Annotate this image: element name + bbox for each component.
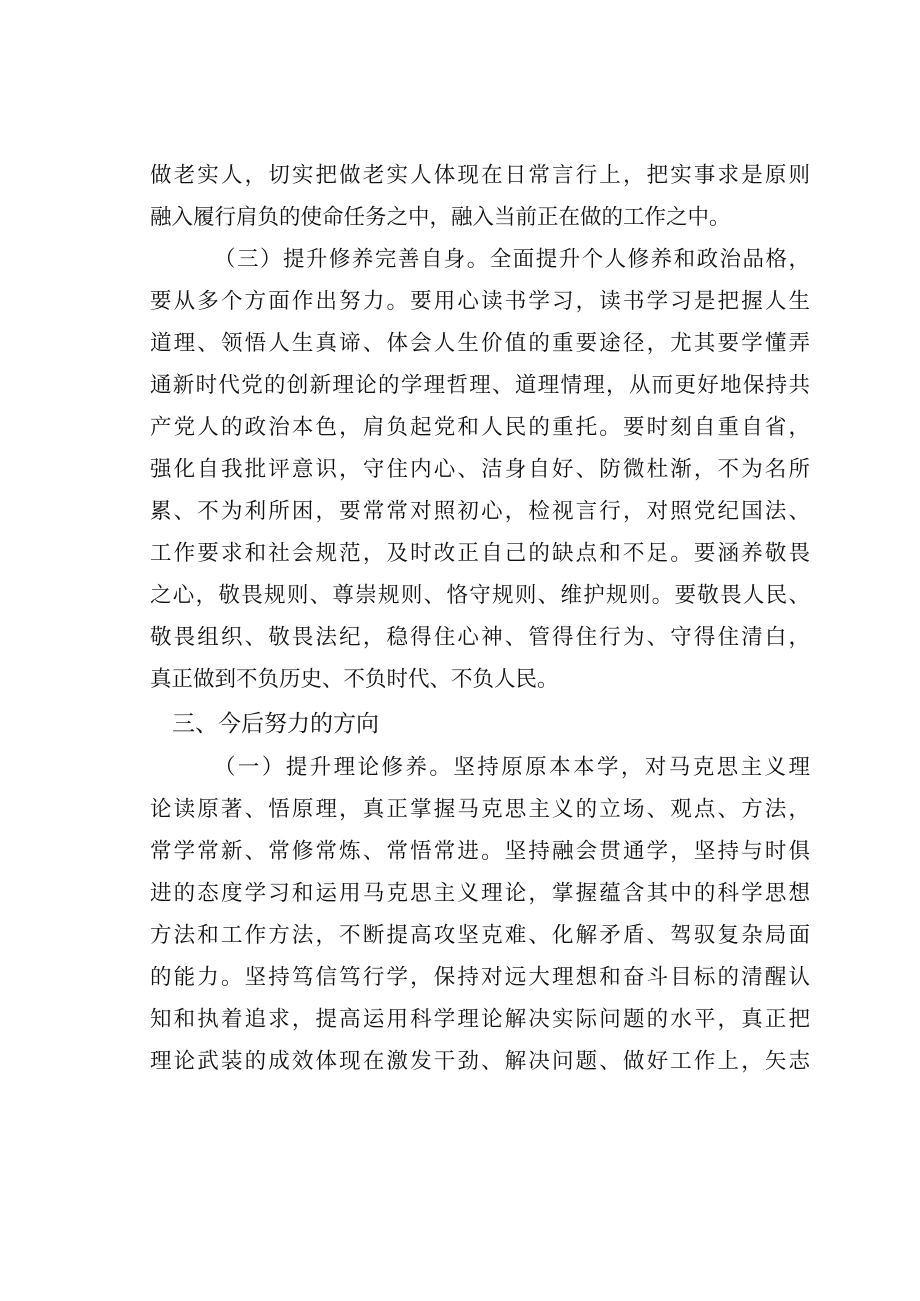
text-line: 知和执着追求，提高运用科学理论解决实际问题的水平，真正把 <box>150 1007 810 1032</box>
paragraph-theory <box>150 747 810 1083</box>
section-heading: 三、今后努力的方向 <box>172 711 379 737</box>
text-line: 融入履行肩负的使命任务之中，融入当前正在做的工作之中。 <box>150 205 731 230</box>
paragraph-self-cultivation <box>150 239 810 701</box>
text-line: 论读原著、悟原理，真正掌握马克思主义的立场、观点、方法， <box>150 797 810 822</box>
text-line: 强化自我批评意识，守住内心、洁身自好、防微杜渐，不为名所 <box>150 457 810 482</box>
text-line: 工作要求和社会规范，及时改正自己的缺点和不足。要涵养敬畏 <box>150 541 810 566</box>
text-line: 进的态度学习和运用马克思主义理论，掌握蕴含其中的科学思想 <box>150 881 810 906</box>
text-line: （三）提升修养完善自身。全面提升个人修养和政治品格， <box>214 247 810 272</box>
text-line: 理论武装的成效体现在激发干劲、解决问题、做好工作上，矢志 <box>150 1049 810 1074</box>
document-body <box>150 155 810 1083</box>
text-line: 要从多个方面作出努力。要用心读书学习，读书学习是把握人生 <box>150 289 810 314</box>
text-line: 累、不为利所困，要常常对照初心，检视言行，对照党纪国法、 <box>150 499 810 524</box>
text-line: 道理、领悟人生真谛、体会人生价值的重要途径，尤其要学懂弄 <box>150 331 810 356</box>
text-line: 常学常新、常修常炼、常悟常进。坚持融会贯通学，坚持与时俱 <box>150 839 810 864</box>
text-line: 方法和工作方法，不断提高攻坚克难、化解矛盾、驾驭复杂局面 <box>150 923 810 948</box>
text-line: 真正做到不负历史、不负时代、不负人民。 <box>150 667 559 692</box>
text-line: 通新时代党的创新理论的学理哲理、道理情理，从而更好地保持共 <box>150 373 810 398</box>
text-line: 做老实人，切实把做老实人体现在日常言行上，把实事求是原则 <box>150 163 810 188</box>
text-line: 之心，敬畏规则、尊崇规则、恪守规则、维护规则。要敬畏人民、 <box>150 583 810 608</box>
paragraph-continuation <box>150 155 810 239</box>
text-line: （一）提升理论修养。坚持原原本本学，对马克思主义理 <box>214 755 810 780</box>
text-line: 的能力。坚持笃信笃行学，保持对远大理想和奋斗目标的清醒认 <box>150 965 810 990</box>
text-line: 敬畏组织、敬畏法纪，稳得住心神、管得住行为、守得住清白， <box>150 625 810 650</box>
text-line: 产党人的政治本色，肩负起党和人民的重托。要时刻自重自省， <box>150 415 810 440</box>
